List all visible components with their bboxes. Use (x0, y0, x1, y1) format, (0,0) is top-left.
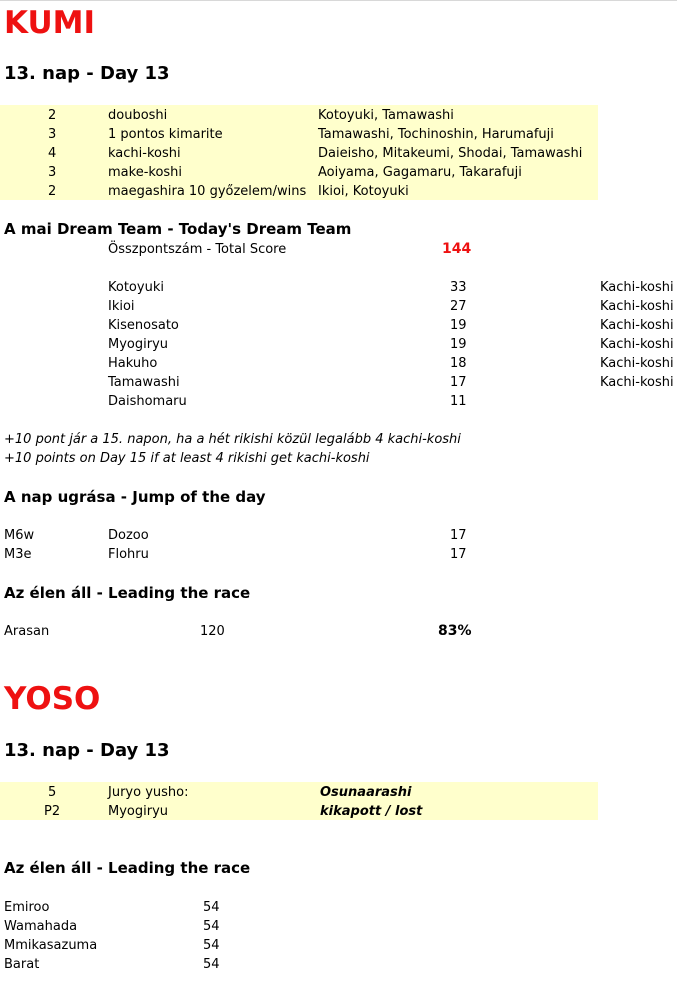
total-score-value: 144 (442, 241, 472, 257)
kumi-title: KUMI (4, 5, 96, 41)
leader-name: Mmikasazuma (4, 938, 98, 953)
stat-label: Myogiryu (108, 804, 169, 819)
table-row (0, 802, 677, 821)
list-item (0, 335, 677, 354)
total-score-row (0, 240, 677, 259)
member-name: Daishomaru (108, 394, 187, 409)
jump-rank: M6w (4, 528, 35, 543)
stat-count: 2 (48, 184, 57, 199)
list-item (0, 278, 677, 297)
stat-value: Osunaarashi (320, 785, 412, 800)
jump-rank: M3e (4, 547, 32, 562)
leader-name: Wamahada (4, 919, 78, 934)
member-score: 11 (450, 394, 467, 409)
member-score: 17 (450, 375, 467, 390)
member-score: 33 (450, 280, 467, 295)
stat-count: 3 (48, 165, 57, 180)
table-row (0, 182, 677, 201)
list-item (0, 936, 677, 955)
jump-name: Dozoo (108, 528, 149, 543)
stat-count: 5 (48, 785, 57, 800)
list-item (0, 297, 677, 316)
stat-names: Daieisho, Mitakeumi, Shodai, Tamawashi (318, 146, 583, 161)
bonus-note-hu: +10 pont jár a 15. napon, ha a hét rikishi közül legalább 4 kachi-koshi (4, 432, 461, 447)
member-status: Kachi-koshi (600, 318, 674, 333)
table-row (0, 106, 677, 125)
stat-label: 1 pontos kimarite (108, 127, 223, 142)
stat-value: kikapott / lost (320, 804, 423, 819)
kumi-day-heading: 13. nap - Day 13 (4, 63, 170, 84)
leader-name: Arasan (4, 624, 50, 639)
stat-count: 3 (48, 127, 57, 142)
leader-score: 54 (203, 919, 220, 934)
leader-name: Barat (4, 957, 40, 972)
member-name: Ikioi (108, 299, 135, 314)
jump-name: Flohru (108, 547, 149, 562)
list-item (0, 917, 677, 936)
list-item (0, 955, 677, 974)
stat-count: P2 (44, 804, 61, 819)
jump-score: 17 (450, 528, 467, 543)
list-item (0, 316, 677, 335)
yoso-day-heading: 13. nap - Day 13 (4, 740, 170, 761)
stat-label: make-koshi (108, 165, 183, 180)
stat-names: Kotoyuki, Tamawashi (318, 108, 454, 123)
table-row (0, 125, 677, 144)
member-score: 18 (450, 356, 467, 371)
member-name: Hakuho (108, 356, 158, 371)
leader-percent: 83% (438, 623, 472, 639)
member-name: Myogiryu (108, 337, 169, 352)
stat-count: 4 (48, 146, 57, 161)
leader-name: Emiroo (4, 900, 50, 915)
yoso-leading-heading: Az élen áll - Leading the race (4, 859, 251, 877)
member-score: 19 (450, 337, 467, 352)
stat-label: kachi-koshi (108, 146, 181, 161)
stat-names: Ikioi, Kotoyuki (318, 184, 409, 199)
member-status: Kachi-koshi (600, 280, 674, 295)
member-name: Kisenosato (108, 318, 179, 333)
leader-score: 120 (200, 624, 225, 639)
jump-score: 17 (450, 547, 467, 562)
stat-names: Tamawashi, Tochinoshin, Harumafuji (318, 127, 554, 142)
table-row (0, 526, 677, 545)
stat-names: Aoiyama, Gagamaru, Takarafuji (318, 165, 522, 180)
list-item (0, 354, 677, 373)
member-name: Kotoyuki (108, 280, 164, 295)
jump-heading: A nap ugrása - Jump of the day (4, 488, 266, 506)
table-row (0, 783, 677, 802)
table-row (0, 545, 677, 564)
member-score: 19 (450, 318, 467, 333)
list-item (0, 392, 677, 411)
bonus-note-en: +10 points on Day 15 if at least 4 rikishi get kachi-koshi (4, 451, 370, 466)
member-status: Kachi-koshi (600, 299, 674, 314)
table-row (0, 163, 677, 182)
member-status: Kachi-koshi (600, 337, 674, 352)
stat-label: maegashira 10 győzelem/wins (108, 184, 307, 199)
stat-count: 2 (48, 108, 57, 123)
member-status: Kachi-koshi (600, 356, 674, 371)
leader-score: 54 (203, 900, 220, 915)
total-score-label: Összpontszám - Total Score (108, 242, 287, 257)
list-item (0, 898, 677, 917)
table-row (0, 144, 677, 163)
leader-score: 54 (203, 938, 220, 953)
stat-label: Juryo yusho: (108, 785, 189, 800)
kumi-leading-heading: Az élen áll - Leading the race (4, 584, 251, 602)
member-name: Tamawashi (108, 375, 180, 390)
yoso-title: YOSO (4, 681, 101, 717)
leader-score: 54 (203, 957, 220, 972)
dream-team-heading: A mai Dream Team - Today's Dream Team (4, 220, 352, 238)
list-item (0, 373, 677, 392)
member-score: 27 (450, 299, 467, 314)
stat-label: douboshi (108, 108, 168, 123)
kumi-leader-row (0, 622, 677, 641)
member-status: Kachi-koshi (600, 375, 674, 390)
